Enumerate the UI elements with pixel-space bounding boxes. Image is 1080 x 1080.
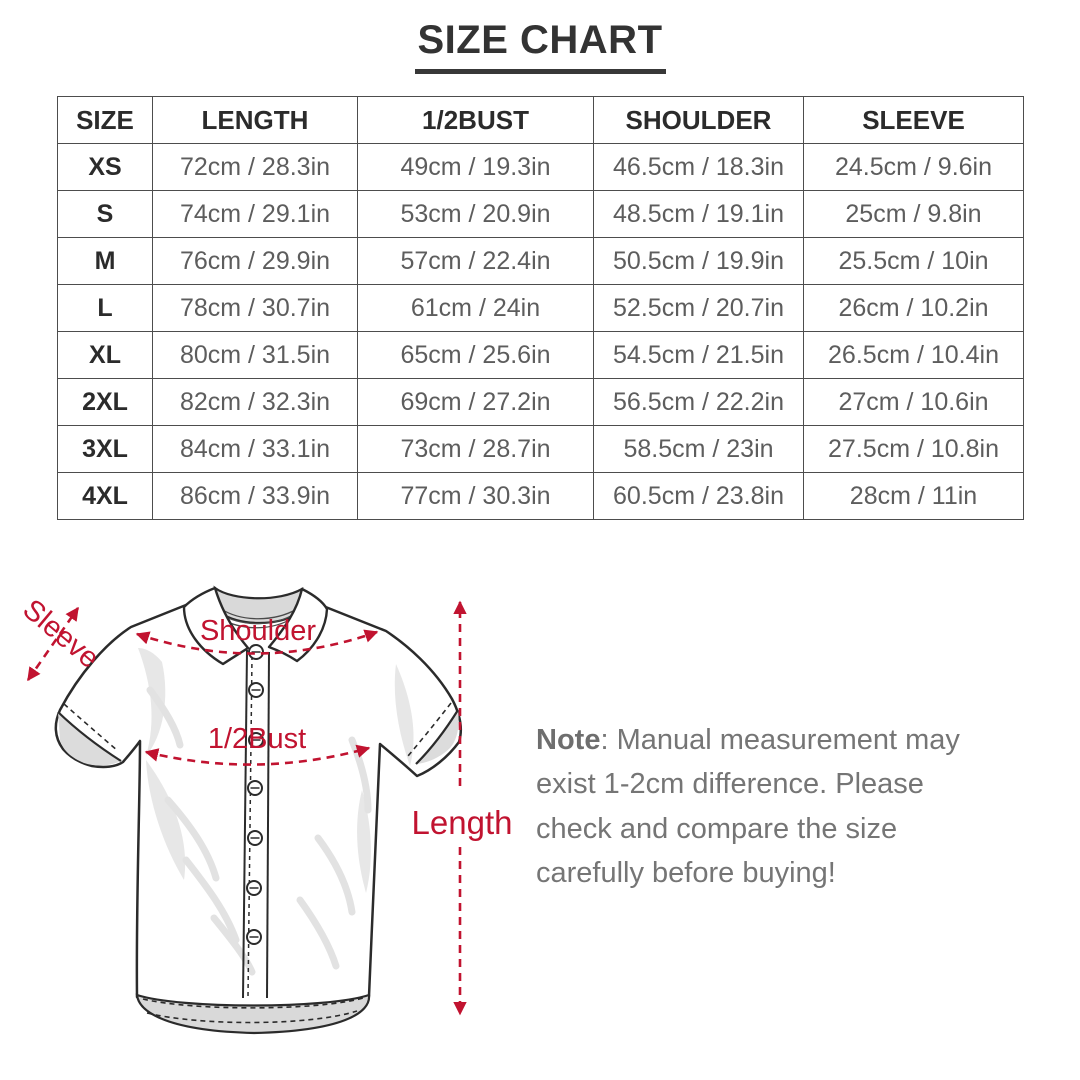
value-cell: 78cm / 30.7in [153,285,358,332]
table-row [58,426,1024,473]
value-cell: 46.5cm / 18.3in [594,144,804,191]
length-label: Length [411,804,513,841]
column-header: LENGTH [153,97,358,144]
button [248,831,262,845]
value-cell: 77cm / 30.3in [358,473,594,520]
value-cell: 26cm / 10.2in [804,285,1024,332]
value-cell: 82cm / 32.3in [153,379,358,426]
value-cell: 58.5cm / 23in [594,426,804,473]
button [247,881,261,895]
table-body [58,144,1024,520]
button [248,781,262,795]
value-cell: 27.5cm / 10.8in [804,426,1024,473]
button [247,930,261,944]
value-cell: 48.5cm / 19.1in [594,191,804,238]
value-cell: 52.5cm / 20.7in [594,285,804,332]
page-title: SIZE CHART [415,18,666,74]
value-cell: 80cm / 31.5in [153,332,358,379]
value-cell: 24.5cm / 9.6in [804,144,1024,191]
value-cell: 28cm / 11in [804,473,1024,520]
size-cell: 3XL [58,426,153,473]
size-cell: M [58,238,153,285]
note-label: Note [536,724,601,756]
column-header: 1/2BUST [358,97,594,144]
size-cell: L [58,285,153,332]
table-row [58,144,1024,191]
table-row [58,238,1024,285]
column-header: SHOULDER [594,97,804,144]
header-row [58,97,1024,144]
value-cell: 65cm / 25.6in [358,332,594,379]
measurement-note [536,718,988,895]
button [249,645,263,659]
table-row [58,379,1024,426]
title-wrap [0,18,1080,74]
value-cell: 27cm / 10.6in [804,379,1024,426]
value-cell: 69cm / 27.2in [358,379,594,426]
note-text: : Manual measurement may exist 1-2cm difference. Please check and compare the size carefully before buying! [536,724,960,890]
half-bust-label: 1/2Bust [207,723,307,755]
shirt-measurement-diagram [0,560,540,1080]
value-cell: 61cm / 24in [358,285,594,332]
value-cell: 84cm / 33.1in [153,426,358,473]
value-cell: 72cm / 28.3in [153,144,358,191]
size-cell: 4XL [58,473,153,520]
value-cell: 76cm / 29.9in [153,238,358,285]
value-cell: 54.5cm / 21.5in [594,332,804,379]
button [249,683,263,697]
size-cell: S [58,191,153,238]
value-cell: 50.5cm / 19.9in [594,238,804,285]
column-header: SLEEVE [804,97,1024,144]
value-cell: 53cm / 20.9in [358,191,594,238]
shoulder-label: Shoulder [199,615,317,647]
value-cell: 57cm / 22.4in [358,238,594,285]
value-cell: 86cm / 33.9in [153,473,358,520]
column-header: SIZE [58,97,153,144]
table-row [58,473,1024,520]
table-row [58,285,1024,332]
value-cell: 25.5cm / 10in [804,238,1024,285]
value-cell: 60.5cm / 23.8in [594,473,804,520]
size-cell: XS [58,144,153,191]
value-cell: 74cm / 29.1in [153,191,358,238]
size-table [57,96,1024,520]
value-cell: 73cm / 28.7in [358,426,594,473]
value-cell: 56.5cm / 22.2in [594,379,804,426]
value-cell: 26.5cm / 10.4in [804,332,1024,379]
table-row [58,332,1024,379]
size-cell: 2XL [58,379,153,426]
value-cell: 25cm / 9.8in [804,191,1024,238]
value-cell: 49cm / 19.3in [358,144,594,191]
sleeve-label: Sleeve [16,593,106,675]
table-row [58,191,1024,238]
size-cell: XL [58,332,153,379]
